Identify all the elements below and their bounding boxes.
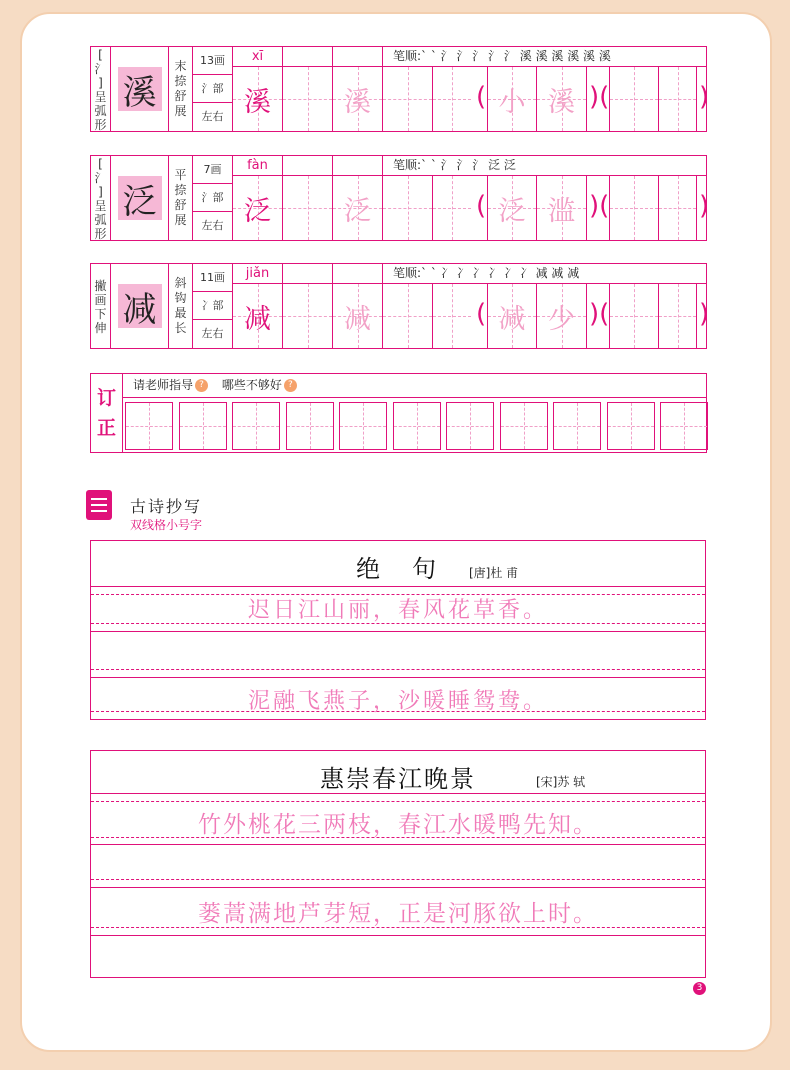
model-char-cell: 减: [233, 284, 283, 348]
teacher-guide-icon: ?: [195, 379, 208, 392]
word-practice-cell[interactable]: [609, 176, 659, 240]
poem-box-2: [90, 750, 706, 978]
structure-label: 左右: [201, 327, 224, 340]
correction-section: [90, 373, 707, 453]
poem-line: 迟日江山丽，春风花草香。: [247, 598, 548, 623]
pinyin: jiǎn: [233, 264, 283, 284]
char-info: [193, 156, 233, 240]
word-trace-cell: 小: [487, 67, 537, 131]
large-char: 溪: [111, 47, 169, 131]
structure-label: 左右: [201, 110, 224, 123]
empty-practice-cell[interactable]: [283, 176, 333, 240]
char-info: [193, 47, 233, 131]
correction-cell[interactable]: [179, 402, 227, 450]
writing-tip: 斜 钩 最 长: [169, 264, 193, 348]
stroke-count: 11画: [193, 264, 232, 292]
char-info: [193, 264, 233, 348]
correction-cell[interactable]: [232, 402, 280, 450]
char-practice-row: [ 氵 ] 呈 弧 形 泛 平 捺 舒 展 7画 氵部 左右 fàn 笔顺:` ` 氵 氵 氵 泛 泛 泛 泛 ( 泛 滥 )( ): [90, 155, 707, 241]
stroke-count: 7画: [193, 156, 232, 184]
empty-practice-cell[interactable]: [283, 67, 333, 131]
char-practice-row: [ 氵 ] 呈 弧 形 溪 末 捺 舒 展 13画 氵部 左右 xī 笔顺:` ` 氵 氵 氵 氵 氵 溪 溪 溪 溪 溪 溪 溪 溪 ( 小 溪 )( ): [90, 46, 707, 132]
pinyin: xī: [233, 47, 283, 67]
teacher-guide-text: 请老师指导: [133, 378, 194, 392]
poem-line: 竹外桃花三两枝，春江水暖鸭先知。: [198, 812, 598, 838]
word-practice-cell[interactable]: [659, 284, 697, 348]
poem-author: [宋]苏 轼: [536, 775, 586, 789]
stroke-order: 笔顺:` ` 氵 氵 氵 泛 泛: [383, 156, 706, 176]
poem-box-1: [90, 540, 706, 720]
word-trace-cell: 滥: [537, 176, 587, 240]
word-trace-cell: 少: [537, 284, 587, 348]
correction-cell[interactable]: [660, 402, 708, 450]
poem-line: 泥融飞燕子，沙暖睡鸳鸯。: [247, 689, 548, 714]
empty-practice-cell[interactable]: [433, 284, 471, 348]
empty-practice-cell[interactable]: [433, 176, 471, 240]
correction-cell[interactable]: [500, 402, 548, 450]
stroke-count: 13画: [193, 47, 232, 75]
page-number: 3: [693, 982, 706, 995]
structure-label: 左右: [201, 219, 224, 232]
poem-author: [唐]杜 甫: [469, 566, 519, 580]
word-practice-cell[interactable]: [659, 176, 697, 240]
correction-label-1: 订: [96, 387, 116, 409]
notebook-icon: [86, 490, 112, 520]
empty-practice-cell[interactable]: [383, 284, 433, 348]
correction-cell[interactable]: [125, 402, 173, 450]
section-title: 古诗抄写: [130, 497, 203, 516]
word-practice-cell[interactable]: [659, 67, 697, 131]
stroke-order: 笔顺:` ` 氵 氵 氵 氵 氵 溪 溪 溪 溪 溪 溪: [383, 47, 706, 67]
poem-line: 蒌蒿满地芦芽短，正是河豚欲上时。: [198, 901, 598, 927]
model-char-cell: 溪: [233, 67, 283, 131]
correction-cell[interactable]: [393, 402, 441, 450]
writing-tip: 末 捺 舒 展: [169, 47, 193, 131]
question-icon: ?: [284, 379, 297, 392]
correction-cell[interactable]: [339, 402, 387, 450]
word-trace-cell: 泛: [487, 176, 537, 240]
section-subtitle: 双线格小号字: [130, 518, 203, 532]
correction-cell[interactable]: [553, 402, 601, 450]
char-practice-row: 撇 画 下 伸 减 斜 钩 最 长 11画 冫部 左右 jiǎn 笔顺:` ` 冫 冫 冫 冫 冫 冫 减 减 减 减 减 ( 减 少 )( ): [90, 263, 707, 349]
trace-char-cell: 溪: [333, 67, 383, 131]
poem-section-header: [80, 482, 240, 532]
word-trace-cell: 溪: [537, 67, 587, 131]
empty-practice-cell[interactable]: [433, 67, 471, 131]
correction-cell[interactable]: [607, 402, 655, 450]
radical-tip: [ 氵 ] 呈 弧 形: [91, 47, 111, 131]
trace-char-cell: 减: [333, 284, 383, 348]
writing-tip: 平 捺 舒 展: [169, 156, 193, 240]
correction-header: [123, 374, 706, 398]
large-char: 泛: [111, 156, 169, 240]
empty-practice-cell[interactable]: [283, 284, 333, 348]
word-practice-cell[interactable]: [609, 284, 659, 348]
model-char-cell: 泛: [233, 176, 283, 240]
large-char: 减: [111, 264, 169, 348]
correction-cell[interactable]: [286, 402, 334, 450]
poem-title: 绝 句: [356, 555, 440, 583]
word-practice-cell[interactable]: [609, 67, 659, 131]
radical-label: 氵部: [193, 184, 232, 212]
radical-label: 氵部: [193, 75, 232, 103]
radical-tip: [ 氵 ] 呈 弧 形: [91, 156, 111, 240]
empty-practice-cell[interactable]: [383, 67, 433, 131]
pinyin: fàn: [233, 156, 283, 176]
weak-points-text: 哪些不够好: [221, 378, 282, 392]
stroke-order: 笔顺:` ` 冫 冫 冫 冫 冫 冫 减 减 减: [383, 264, 706, 284]
correction-cell[interactable]: [446, 402, 494, 450]
empty-practice-cell[interactable]: [383, 176, 433, 240]
radical-tip: 撇 画 下 伸: [91, 264, 111, 348]
radical-label: 冫部: [193, 292, 232, 320]
trace-char-cell: 泛: [333, 176, 383, 240]
correction-label-2: 正: [96, 417, 116, 439]
word-trace-cell: 减: [487, 284, 537, 348]
correction-label: [91, 374, 123, 452]
poem-title: 惠崇春江晚景: [320, 765, 476, 793]
